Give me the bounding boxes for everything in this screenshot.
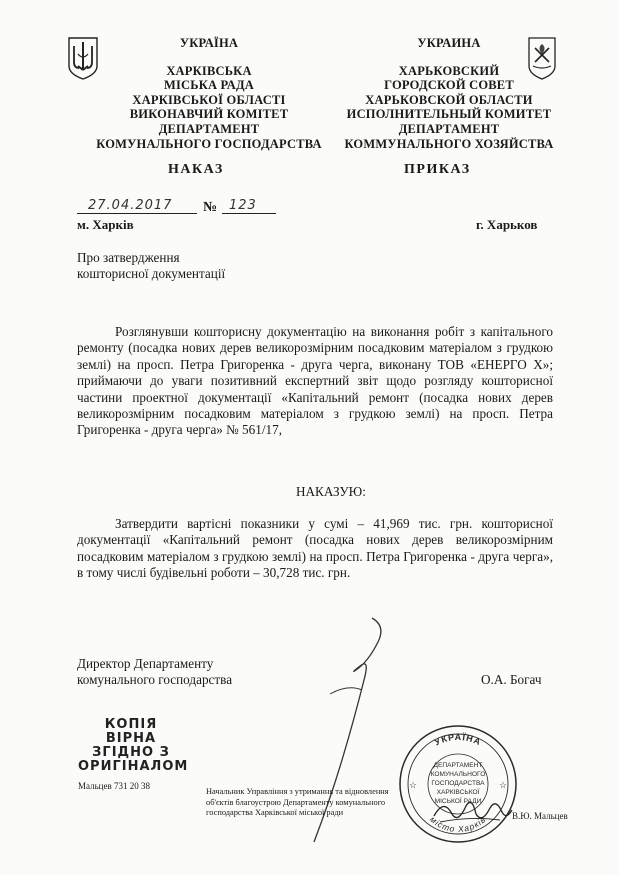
order-number: 123 [229, 198, 257, 213]
header-right-line: КОММУНАЛЬНОГО ХОЗЯЙСТВА [344, 136, 554, 151]
seal-bottom-text: місто Харків [428, 814, 488, 835]
executor-info: Мальцев 731 20 38 [78, 781, 150, 791]
seal-center-line: ГОСПОДАРСТВА [431, 780, 485, 787]
order-subject [77, 250, 277, 283]
doc-type-ru: ПРИКАЗ [404, 162, 471, 177]
header-left-line: ДЕПАРТАМЕНТ [158, 121, 260, 136]
order-word: НАКАЗУЮ: [296, 484, 366, 499]
seal-center-line: МІСЬКОЇ РАДИ [434, 798, 482, 805]
doc-type-ua: НАКАЗ [168, 162, 224, 177]
signatory-name: О.А. Богач [481, 672, 542, 687]
certifier-line: об'єктів благоустрою Департаменту комунального [206, 797, 386, 807]
seal-center-line: КОМУНАЛЬНОГО [430, 771, 486, 778]
svg-text:УКРАЇНА [433, 732, 483, 747]
certifier-name: В.Ю. Мальцев [512, 811, 568, 821]
copy-stamp-line: ЗГІДНО З [92, 745, 170, 760]
order-date: 27.04.2017 [88, 198, 173, 213]
subject-line: кошторисної документації [77, 266, 226, 282]
position-line: комунального господарства [77, 672, 233, 688]
city-ua: м. Харків [77, 217, 134, 232]
subject-line: Про затвердження [77, 250, 180, 265]
decision-paragraph: Затвердити вартісні показники у сумі – 41,969 тис. грн. кошторисної документації «Капітальний ремонт (посадка нових дерев великорозмірним посадковим матеріалом з грудкою землі) на просп. Петра Григоренка - друга черга», в тому числі будівельні роботи – 30,728 тис. грн. [77, 516, 553, 581]
certifier-line: господарства Харківської міської ради [206, 808, 344, 817]
header-right-country: УКРАИНА [417, 36, 481, 50]
copy-stamp-line: КОПІЯ ВІРНА [104, 717, 158, 746]
header-right-line: ИСПОЛНИТЕЛЬНЫЙ КОМИТЕТ [346, 107, 552, 122]
header-right-line: ХАРЬКОВСКИЙ [398, 63, 500, 78]
signatory-position [77, 656, 232, 689]
header-right-line: ДЕПАРТАМЕНТ [398, 121, 500, 136]
number-sign: № [203, 200, 218, 215]
header-left-country: УКРАЇНА [179, 36, 239, 50]
svg-text:☆: ☆ [499, 780, 508, 790]
header-right [340, 36, 558, 151]
number-underline [222, 213, 276, 214]
preamble-paragraph: Розглянувши кошторисну документацію на виконання робіт з капітального ремонту (посадка нових дерев великорозмірним посадковим матеріалом з грудкою землі) на просп. Петра Григоренка - друга черга, виконану ТОВ «ЕНЕРГО Х»; приймаючи до уваги позитивний експертний звіт щодо розгляду кошторисної частини проектної документації «Капітальний ремонт (посадка нових дерев великорозмірним посадковим матеріалом з грудкою землі) на просп. Петра Григоренка - друга черга» № 561/17, [77, 324, 553, 438]
certifier-position [206, 787, 406, 819]
seal-center-line: ХАРКІВСЬКОЇ [436, 789, 480, 796]
copy-true-stamp [78, 717, 189, 774]
header-left-line: ХАРКІВСЬКОЇ ОБЛАСТІ [132, 92, 286, 107]
seal-center-line: ДЕПАРТАМЕНТ [433, 762, 483, 769]
svg-text:☆: ☆ [409, 780, 418, 790]
seal-top-text: УКРАЇНА [432, 731, 484, 748]
header-right-line: ХАРЬКОВСКОЙ ОБЛАСТИ [365, 92, 533, 107]
position-line: Директор Департаменту [77, 656, 214, 671]
date-underline [77, 213, 197, 214]
header-left-line: ВИКОНАВЧИЙ КОМІТЕТ [129, 107, 289, 122]
header-left [90, 36, 328, 151]
header-left-line: КОМУНАЛЬНОГО ГОСПОДАРСТВА [96, 136, 322, 151]
city-ru: г. Харьков [476, 217, 538, 232]
header-left-line: ХАРКІВСЬКА [166, 63, 252, 78]
copy-stamp-line: ОРИГІНАЛОМ [78, 759, 189, 774]
certifier-signature [430, 792, 514, 828]
header-left-line: МІСЬКА РАДА [163, 78, 255, 93]
certifier-line: Начальник Управління з утримання та відновлення [206, 787, 389, 796]
header-right-line: ГОРОДСКОЙ СОВЕТ [384, 78, 514, 93]
